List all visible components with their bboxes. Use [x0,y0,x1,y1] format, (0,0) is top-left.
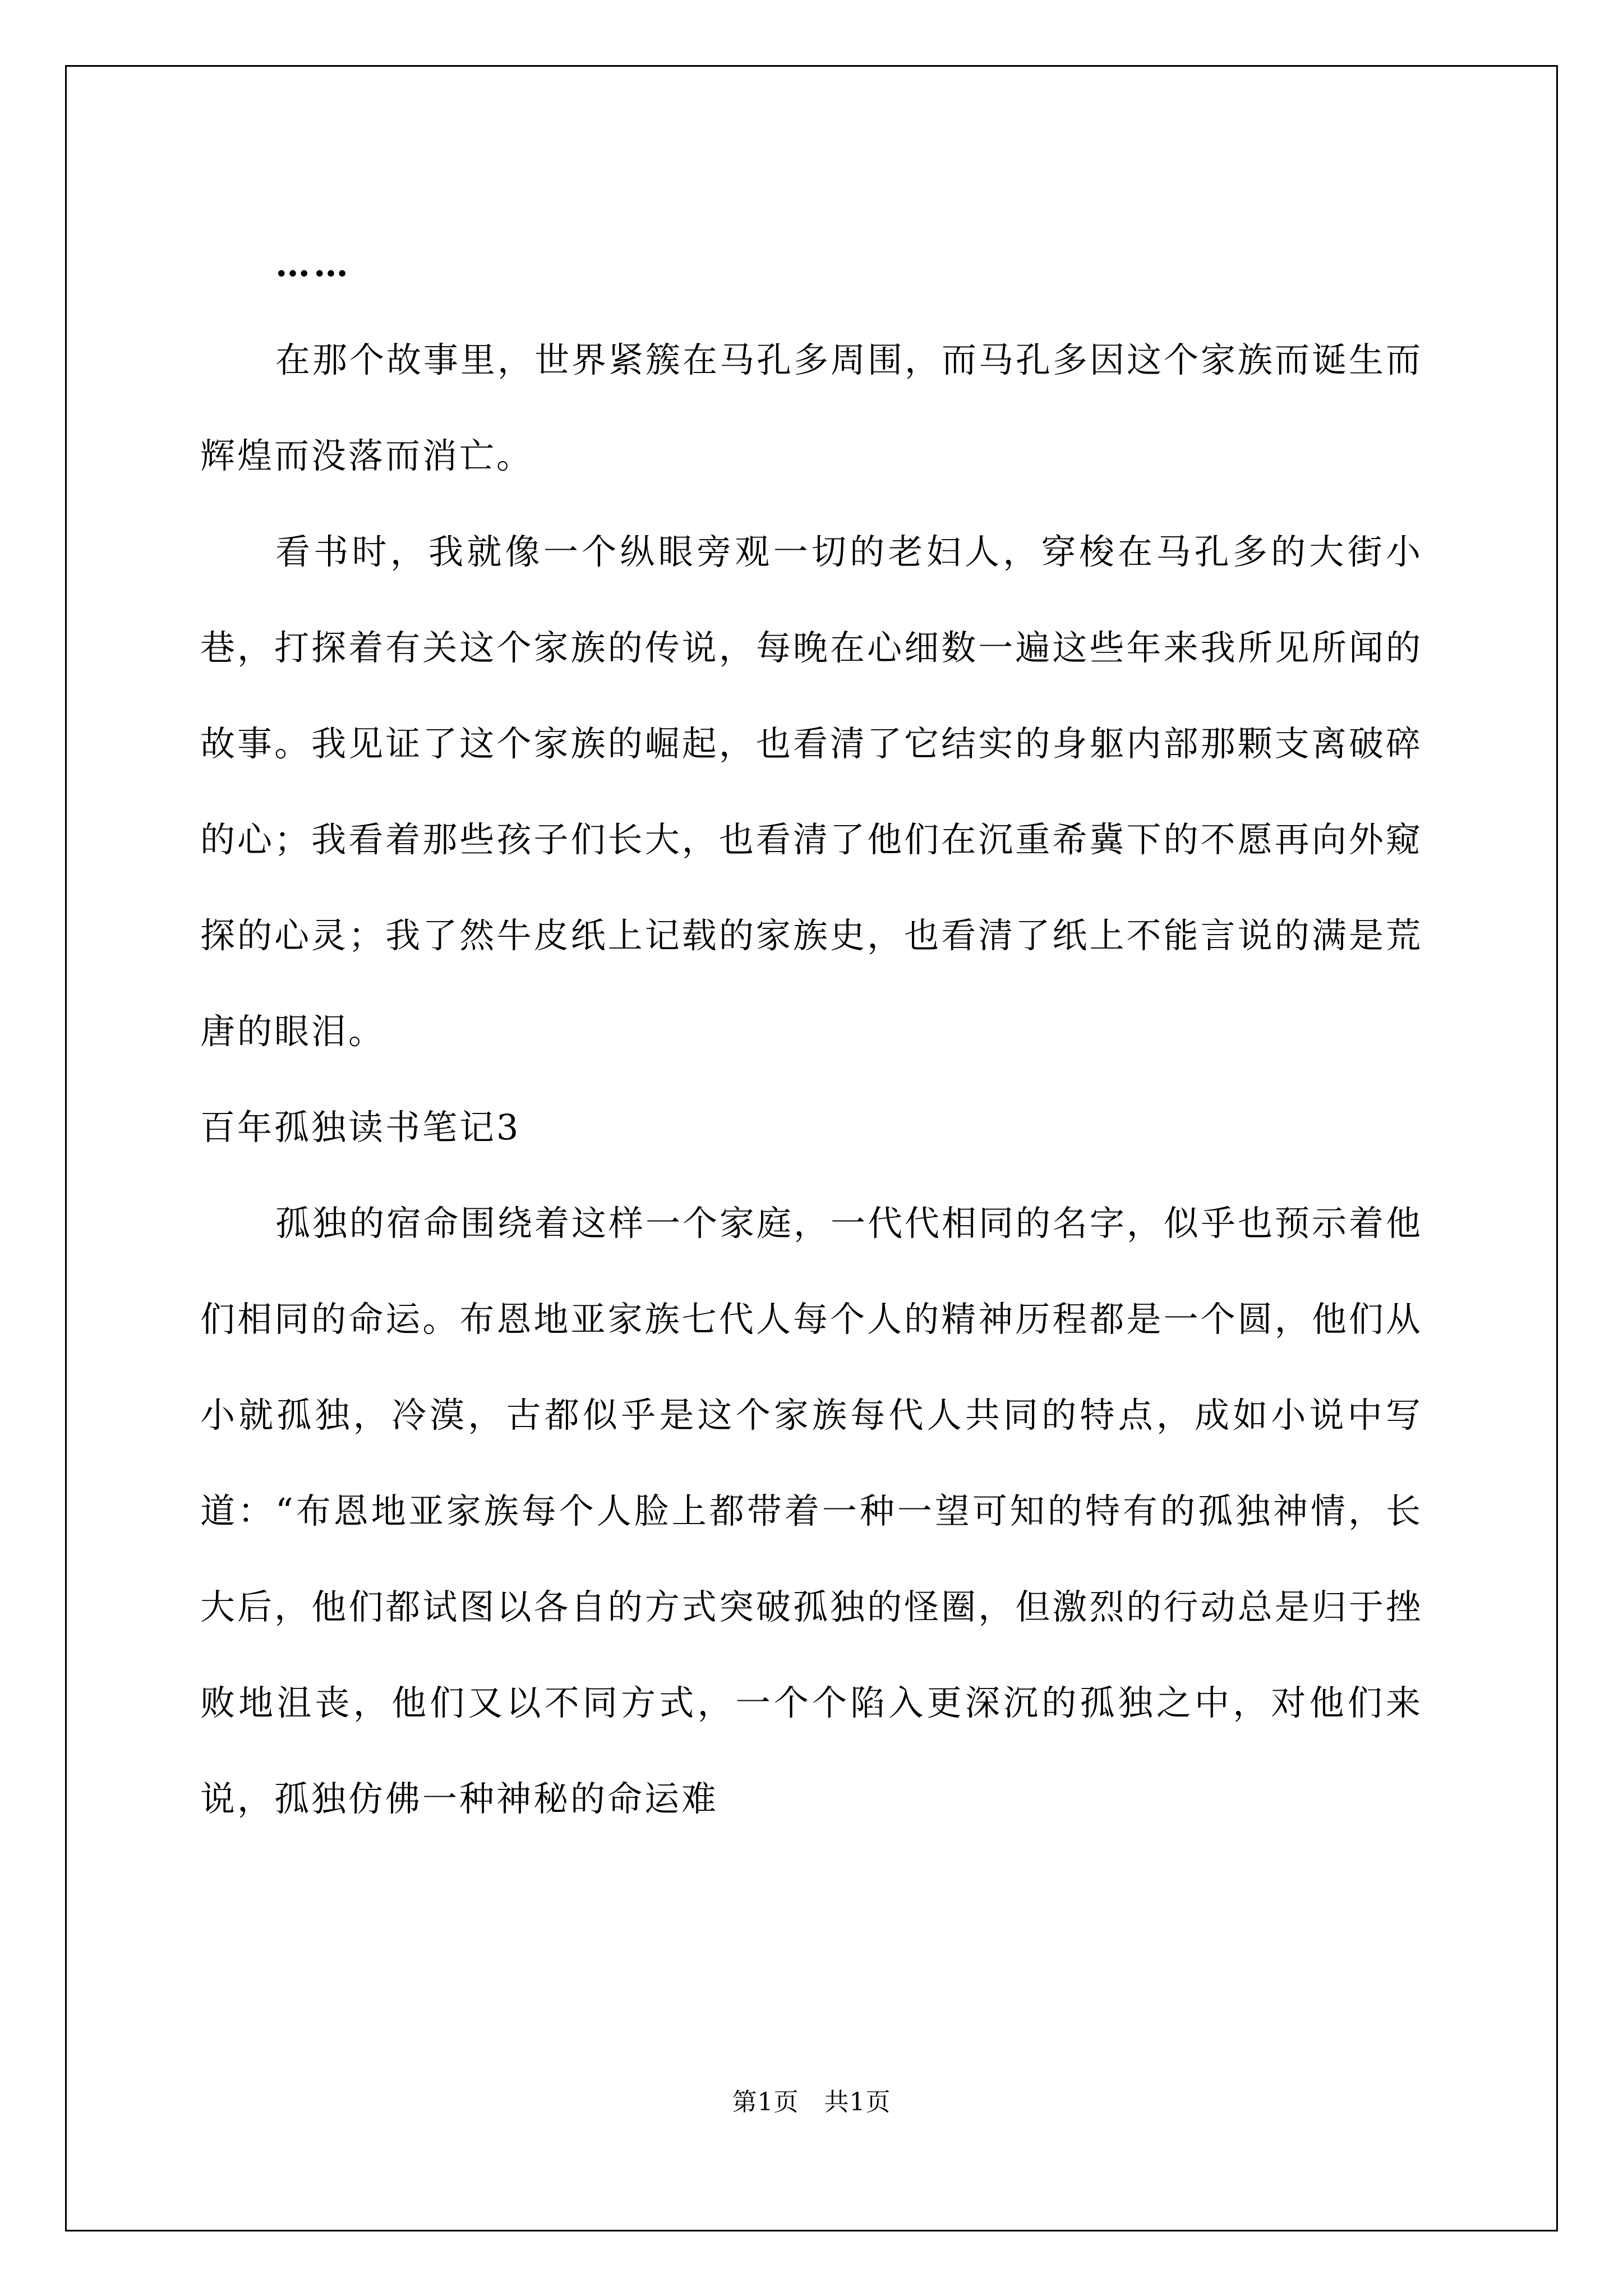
page-number-footer: 第1页 共1页 [732,2088,891,2116]
document-body [200,216,1423,1847]
paragraph-1: 在那个故事里，世界紧簇在马孔多周围，而马孔多因这个家族而诞生而辉煌而没落而消亡。 [200,339,1423,476]
paragraph-3: 孤独的宿命围绕着这样一个家庭，一代代相同的名字，似乎也预示着他们相同的命运。布恩地亚家族七代人每个人的精神历程都是一个圆，他们从小就孤独，冷漠，古都似乎是这个家族每代人共同的特点，成如小说中写道：“布恩地亚家族每个人脸上都带着一种一望可知的特有的孤独神情，长大后，他们都试图以各自的方式突破孤独的怪圈，但激烈的行动总是归于挫败地沮丧，他们又以不同方式，一个个陷入更深沉的孤独之中，对他们来说，孤独仿佛一种神秘的命运难 [200,1203,1423,1819]
paragraph-2: 看书时，我就像一个纵眼旁观一切的老妇人，穿梭在马孔多的大街小巷，打探着有关这个家族的传说，每晚在心细数一遍这些年来我所见所闻的故事。我见证了这个家族的崛起，也看清了它结实的身躯内部那颗支离破碎的心；我看着那些孩子们长大，也看清了他们在沉重希冀下的不愿再向外窥探的心灵；我了然牛皮纸上记载的家族史，也看清了纸上不能言说的满是荒唐的眼泪。 [200,531,1423,1052]
ellipsis-line: …… [275,243,352,284]
section-heading: 百年孤独读书笔记3 [200,1107,521,1148]
